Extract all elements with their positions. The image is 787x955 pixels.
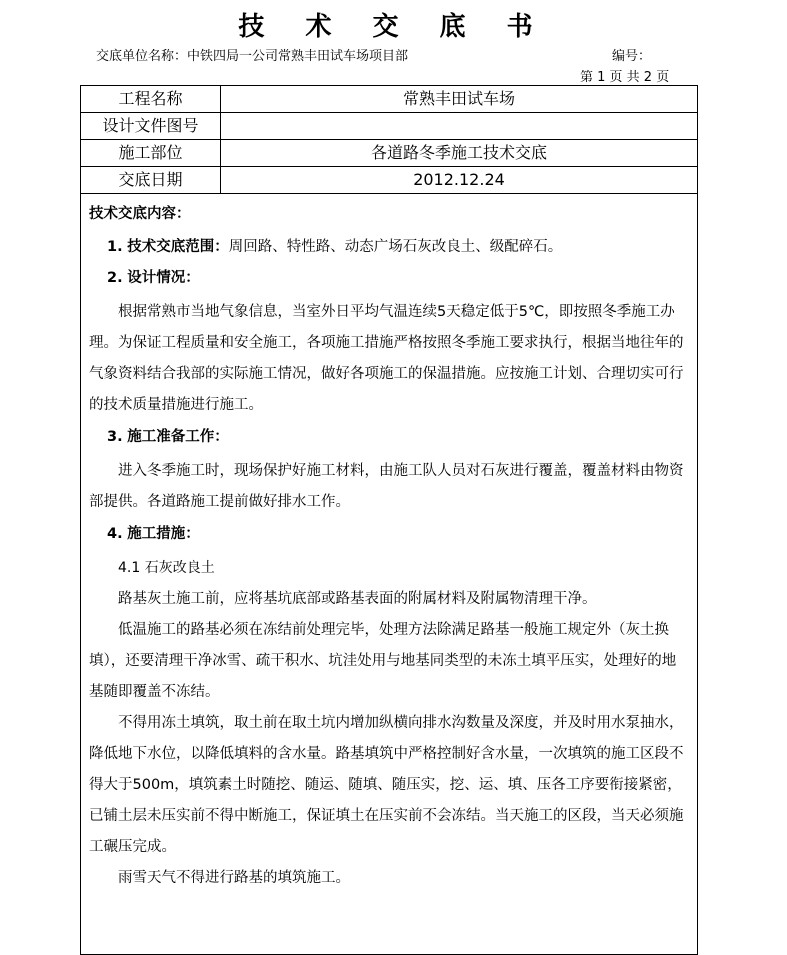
project-name-value: 常熟丰田试车场 [402, 89, 515, 108]
section-1-text: 周回路、特性路、动态广场石灰改良土、级配碎石。 [228, 239, 563, 255]
paragraph-4c: 不得用冻土填筑，取土前在取土坑内增加纵横向排水沟数量及深度，并及时用水泵抽水，降低地下水位，以降低填料的含水量。路基填筑中严格控制好含水量，一次填筑的施工区段不得大于500m，填筑素土时随挖、随运、随填、随压实，挖、运、填、压各工序要衔接紧密，已铺土层未压实前不得中断施工，保证填土在压实前不会冻结。当天施工的区段，当天必须施工碾压完成。 [89, 715, 684, 855]
design-drawing-label: 设计文件图号 [81, 113, 221, 139]
section-3-title: 施工准备工作： [127, 429, 229, 445]
subsection-4-1: 4.1 石灰改良土 [118, 560, 215, 576]
content-heading: 技术交底内容： [89, 206, 191, 222]
section-2-paragraph: 根据常熟市当地气象信息，当室外日平均气温连续5天稳定低于5℃，即按照冬季施工办理。为保证工程质量和安全施工，各项施工措施严格按照冬季施工要求执行，根据当地往年的气象资料结合我部的实际施工情况，做好各项施工的保温措施。应按施工计划、合理切实可行的技术质量措施进行施工。 [89, 304, 684, 413]
section-3-paragraph: 进入冬季施工时，现场保护好施工材料，由施工队人员对石灰进行覆盖，覆盖材料由物资部提供。各道路施工提前做好排水工作。 [89, 463, 684, 510]
section-2-title: 设计情况： [127, 270, 200, 286]
section-4 [89, 522, 689, 543]
paragraph-4a: 路基灰土施工前，应将基坑底部或路基表面的附属材料及附属物清理干净。 [118, 591, 597, 607]
row-design-drawing [81, 113, 697, 140]
project-name-label: 工程名称 [81, 86, 221, 112]
section-1-number: 1. [107, 239, 123, 255]
paragraph-4b: 低温施工的路基必须在冻结前处理完毕，处理方法除满足路基一般施工规定外（灰土换填），还要清理干净冰雪、疏干积水、坑洼处用与地基同类型的未冻土填平压实，处理好的地基随即覆盖不冻结。 [89, 622, 677, 700]
section-1-title: 技术交底范围： [127, 239, 229, 255]
document-title: 技 术 交 底 书 [238, 12, 549, 42]
row-disclosure-date [81, 167, 697, 194]
content-area [81, 194, 697, 894]
page-indicator: 第 1 页 共 2 页 [580, 70, 670, 85]
section-3 [89, 425, 689, 446]
section-4-title: 施工措施： [127, 526, 200, 542]
paragraph-4d: 雨雪天气不得进行路基的填筑施工。 [118, 870, 350, 886]
design-drawing-value [221, 113, 697, 139]
row-construction-part [81, 140, 697, 167]
section-4-number: 4. [107, 526, 123, 542]
disclosure-date-value: 2012.12.24 [413, 170, 505, 189]
unit-name: 交底单位名称：中铁四局一公司常熟丰田试车场项目部 [96, 49, 409, 64]
construction-part-value: 各道路冬季施工技术交底 [370, 143, 547, 162]
section-2-number: 2. [107, 270, 123, 286]
section-3-number: 3. [107, 429, 123, 445]
disclosure-date-label: 交底日期 [81, 167, 221, 193]
section-1 [89, 235, 689, 256]
disclosure-form [80, 85, 698, 955]
row-project-name [81, 86, 697, 113]
section-2 [89, 266, 689, 287]
document-number-label: 编号： [612, 49, 652, 64]
construction-part-label: 施工部位 [81, 140, 221, 166]
